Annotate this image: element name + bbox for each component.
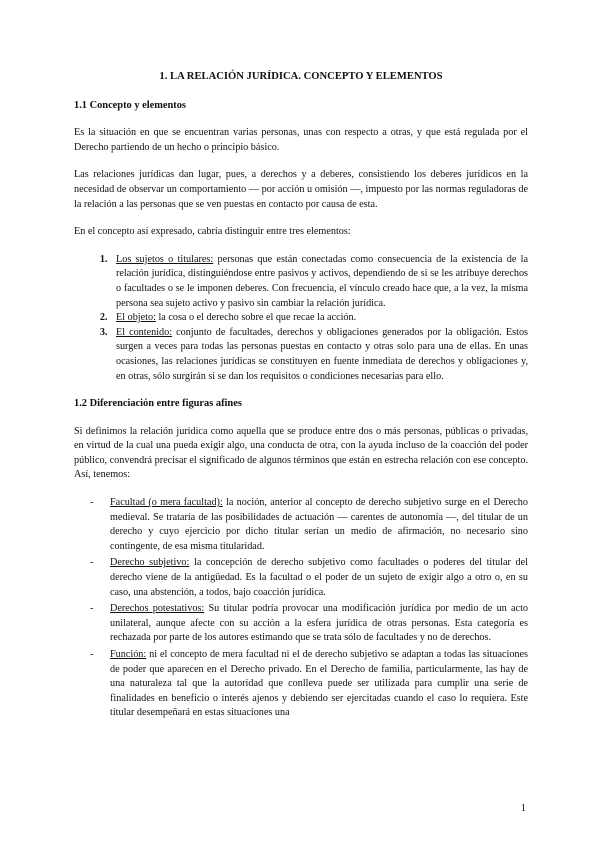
list-item-text: ni el concepto de mera facultad ni el de derecho subjetivo se adaptan a todas las situaciones de poder que aparecen en el Derecho privado. En el Derecho de familia, particularmente, las hay de una naturaleza tal que la autoridad que conlleva puede ser utilizada para cumplir una serie de finalidades en beneficio o interés ajenos y debiendo ser ejercitadas cuando el caso lo requiera. Este titular desempeñará en estas situaciones una bbox=[110, 649, 528, 719]
list-item-term: Función: bbox=[110, 649, 147, 660]
list-item-term: Derecho subjetivo: bbox=[110, 557, 190, 569]
list-item bbox=[110, 326, 528, 384]
elements-list bbox=[74, 253, 528, 384]
list-item bbox=[110, 311, 528, 326]
list-item-text: la concepción de derecho subjetivo como facultades o poderes del titular del derecho viene de la antigüedad. Es la facultad o el poder de un sujeto de exigir algo a otro o, en su caso, una abstención, a todos, bajo coacción jurídica. bbox=[110, 557, 528, 598]
list-item-term: Facultad (o mera facultad): bbox=[110, 497, 223, 509]
list-item-term: El objeto: bbox=[116, 312, 156, 324]
list-item bbox=[110, 556, 528, 600]
page-number: 1 bbox=[520, 803, 526, 814]
paragraph: Las relaciones jurídicas dan lugar, pues, a derechos y a deberes, consistiendo los deberes jurídicos en la necesidad de observar un comportamiento — por acción u omisión —, impuesto por las normas reguladoras de la relación a las personas que se ven puestas en contacto por causa de esta. bbox=[74, 169, 528, 210]
list-item-text: conjunto de facultades, derechos y obligaciones generados por la obligación. Estos surgen a veces para todas las personas puestas en contacto y otras solo para una de ellas. En unas ocasiones, las relaciones jurídicas se constituyen en fuente inmediata de derechos y obligaciones y, en otras, sólo surgirán si se dan los requisitos o condiciones necesarias para ello. bbox=[116, 326, 528, 382]
section-heading-concepto: 1.1 Concepto y elementos bbox=[74, 99, 186, 111]
list-item-term: El contenido: bbox=[116, 326, 173, 338]
list-item-text: la noción, anterior al concepto de derecho subjetivo surge en el Derecho medieval. Se trataría de las posibilidades de actuación — carentes de autonomía —, del titular de un derecho y cuyo ejercicio por dicho titular serían un medio de afirmación, no necesario sino contingente, de esa misma titularidad. bbox=[110, 497, 528, 552]
list-item-text: Su titular podría provocar una modificación jurídica por medio de un acto unilateral, aunque afecte con su acción a la esfera jurídica de otras personas. Esta categoría es rechazada por parte de los autores estimando que se trata sólo de facultades y no de derechos. bbox=[110, 603, 528, 644]
list-item-term: Los sujetos o titulares: bbox=[116, 253, 214, 265]
paragraph: Es la situación en que se encuentran varias personas, unas con respecto a otras, y que está regulada por el Derecho partiendo de un hecho o principio básico. bbox=[74, 127, 528, 153]
list-item bbox=[110, 602, 528, 646]
paragraph: En el concepto así expresado, cabría distinguir entre tres elementos: bbox=[74, 226, 351, 238]
document-title: 1. LA RELACIÓN JURÍDICA. CONCEPTO Y ELEMENTOS bbox=[159, 71, 443, 82]
list-item bbox=[110, 496, 528, 554]
list-item bbox=[110, 253, 528, 311]
document-content bbox=[74, 70, 528, 723]
paragraph: Si definimos la relación jurídica como aquella que se produce entre dos o más personas, públicas o privadas, en virtud de la cual una pueda exigir algo, una conducta de otra, con la ayuda incluso de la coacción del poder público, convendrá precisar el significado de algunos términos que están en estrecha relación con ese concepto. Así, tenemos: bbox=[74, 425, 529, 481]
list-item-text: personas que están conectadas como consecuencia de la existencia de la relación jurídica, distinguiéndose entre pasivos y activos, dependiendo de si se les atribuye derechos o facultades o se le imponen deberes. Con frecuencia, el vínculo creado hace que, a la vez, la misma persona sea sujeto activo y pasivo sin cambiar la relación jurídica. bbox=[116, 253, 528, 309]
list-item-text: la cosa o el derecho sobre el que recae la acción. bbox=[155, 312, 357, 324]
section-heading-figuras-afines: 1.2 Diferenciación entre figuras afines bbox=[74, 398, 242, 410]
list-item bbox=[110, 648, 528, 721]
figures-list bbox=[74, 496, 528, 721]
list-item-term: Derechos potestativos: bbox=[110, 603, 205, 615]
